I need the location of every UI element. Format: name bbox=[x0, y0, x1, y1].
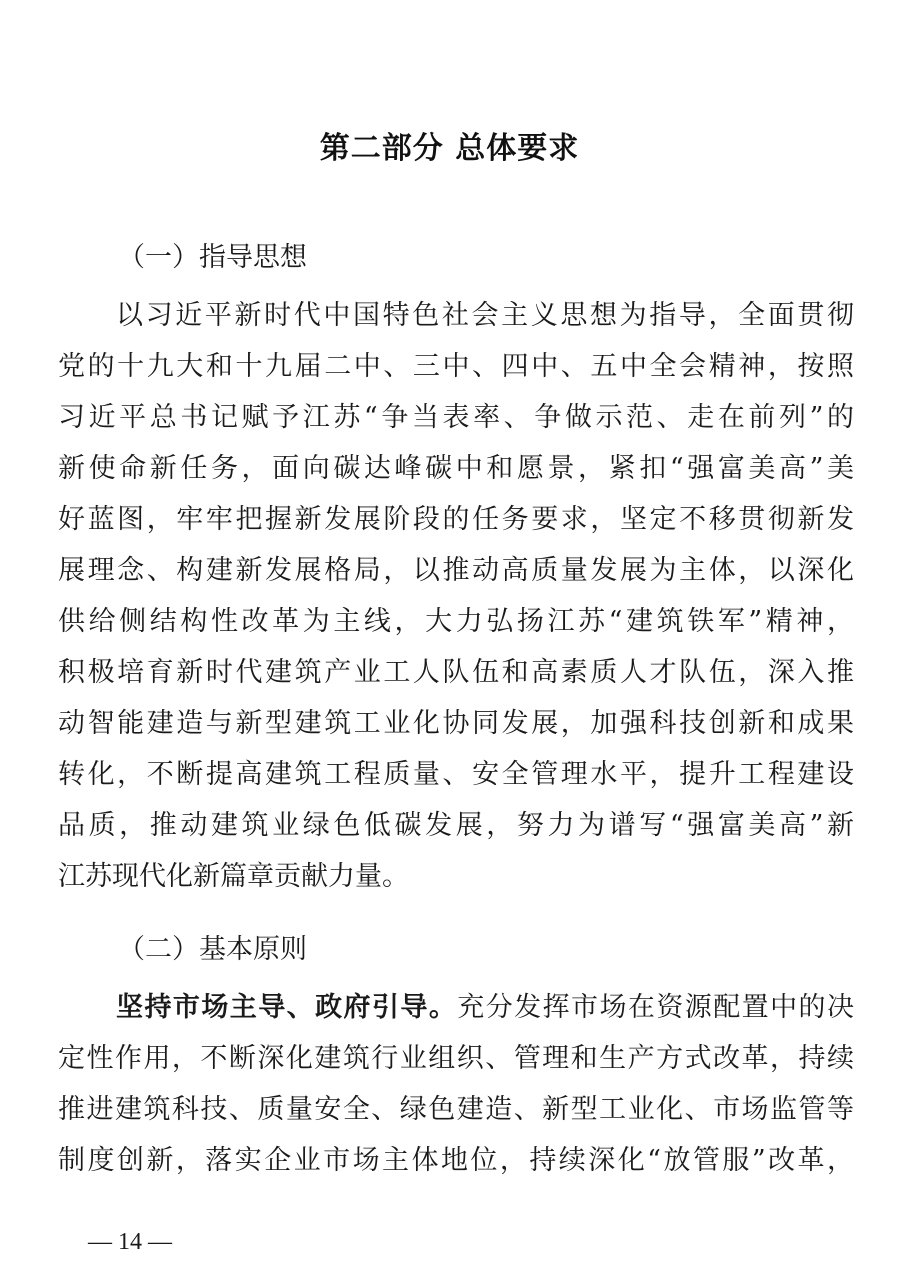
guiding-ideology-paragraph bbox=[58, 290, 854, 902]
page-title: 第二部分 总体要求 bbox=[319, 131, 580, 166]
paragraph-line: 动智能建造与新型建筑工业化协同发展，加强科技创新和成果 bbox=[58, 708, 854, 739]
paragraph-line: 展理念、构建新发展格局，以推动高质量发展为主体，以深化 bbox=[58, 555, 854, 586]
paragraph-line: 好蓝图，牢牢把握新发展阶段的任务要求，坚定不移贯彻新发 bbox=[58, 504, 854, 535]
paragraph-line: 制度创新，落实企业市场主体地位，持续深化“放管服”改革， bbox=[58, 1145, 854, 1176]
paragraph-line: 新使命新任务，面向碳达峰碳中和愿景，紧扣“强富美高”美 bbox=[58, 453, 854, 484]
paragraph-line: 江苏现代化新篇章贡献力量。 bbox=[58, 861, 409, 892]
paragraph-line: 推进建筑科技、质量安全、绿色建造、新型工业化、市场监管等 bbox=[58, 1094, 854, 1125]
paragraph-line: 习近平总书记赋予江苏“争当表率、争做示范、走在前列”的 bbox=[58, 402, 854, 433]
paragraph-line: 品质，推动建筑业绿色低碳发展，努力为谱写“强富美高”新 bbox=[58, 810, 854, 841]
paragraph-line: 党的十九大和十九届二中、三中、四中、五中全会精神，按照 bbox=[58, 351, 854, 382]
paragraph-line: 以习近平新时代中国特色社会主义思想为指导，全面贯彻 bbox=[116, 300, 854, 331]
section-heading-guiding-ideology: （一）指导思想 bbox=[118, 242, 307, 273]
principle-title: 坚持市场主导、政府引导。 bbox=[116, 992, 458, 1023]
basic-principles-paragraph bbox=[58, 982, 854, 1186]
section-heading-basic-principles: （二）基本原则 bbox=[118, 934, 307, 965]
paragraph-line: 转化，不断提高建筑工程质量、安全管理水平，提升工程建设 bbox=[58, 759, 854, 790]
paragraph-line: 积极培育新时代建筑产业工人队伍和高素质人才队伍，深入推 bbox=[58, 657, 854, 688]
principle-text: 充分发挥市场在资源配置中的决 bbox=[457, 992, 855, 1023]
paragraph-line: 定性作用，不断深化建筑行业组织、管理和生产方式改革，持续 bbox=[58, 1043, 854, 1074]
page-number: — 14 — bbox=[88, 1229, 172, 1255]
paragraph-line bbox=[58, 982, 854, 1033]
paragraph-line: 供给侧结构性改革为主线，大力弘扬江苏“建筑铁军”精神， bbox=[58, 606, 854, 637]
